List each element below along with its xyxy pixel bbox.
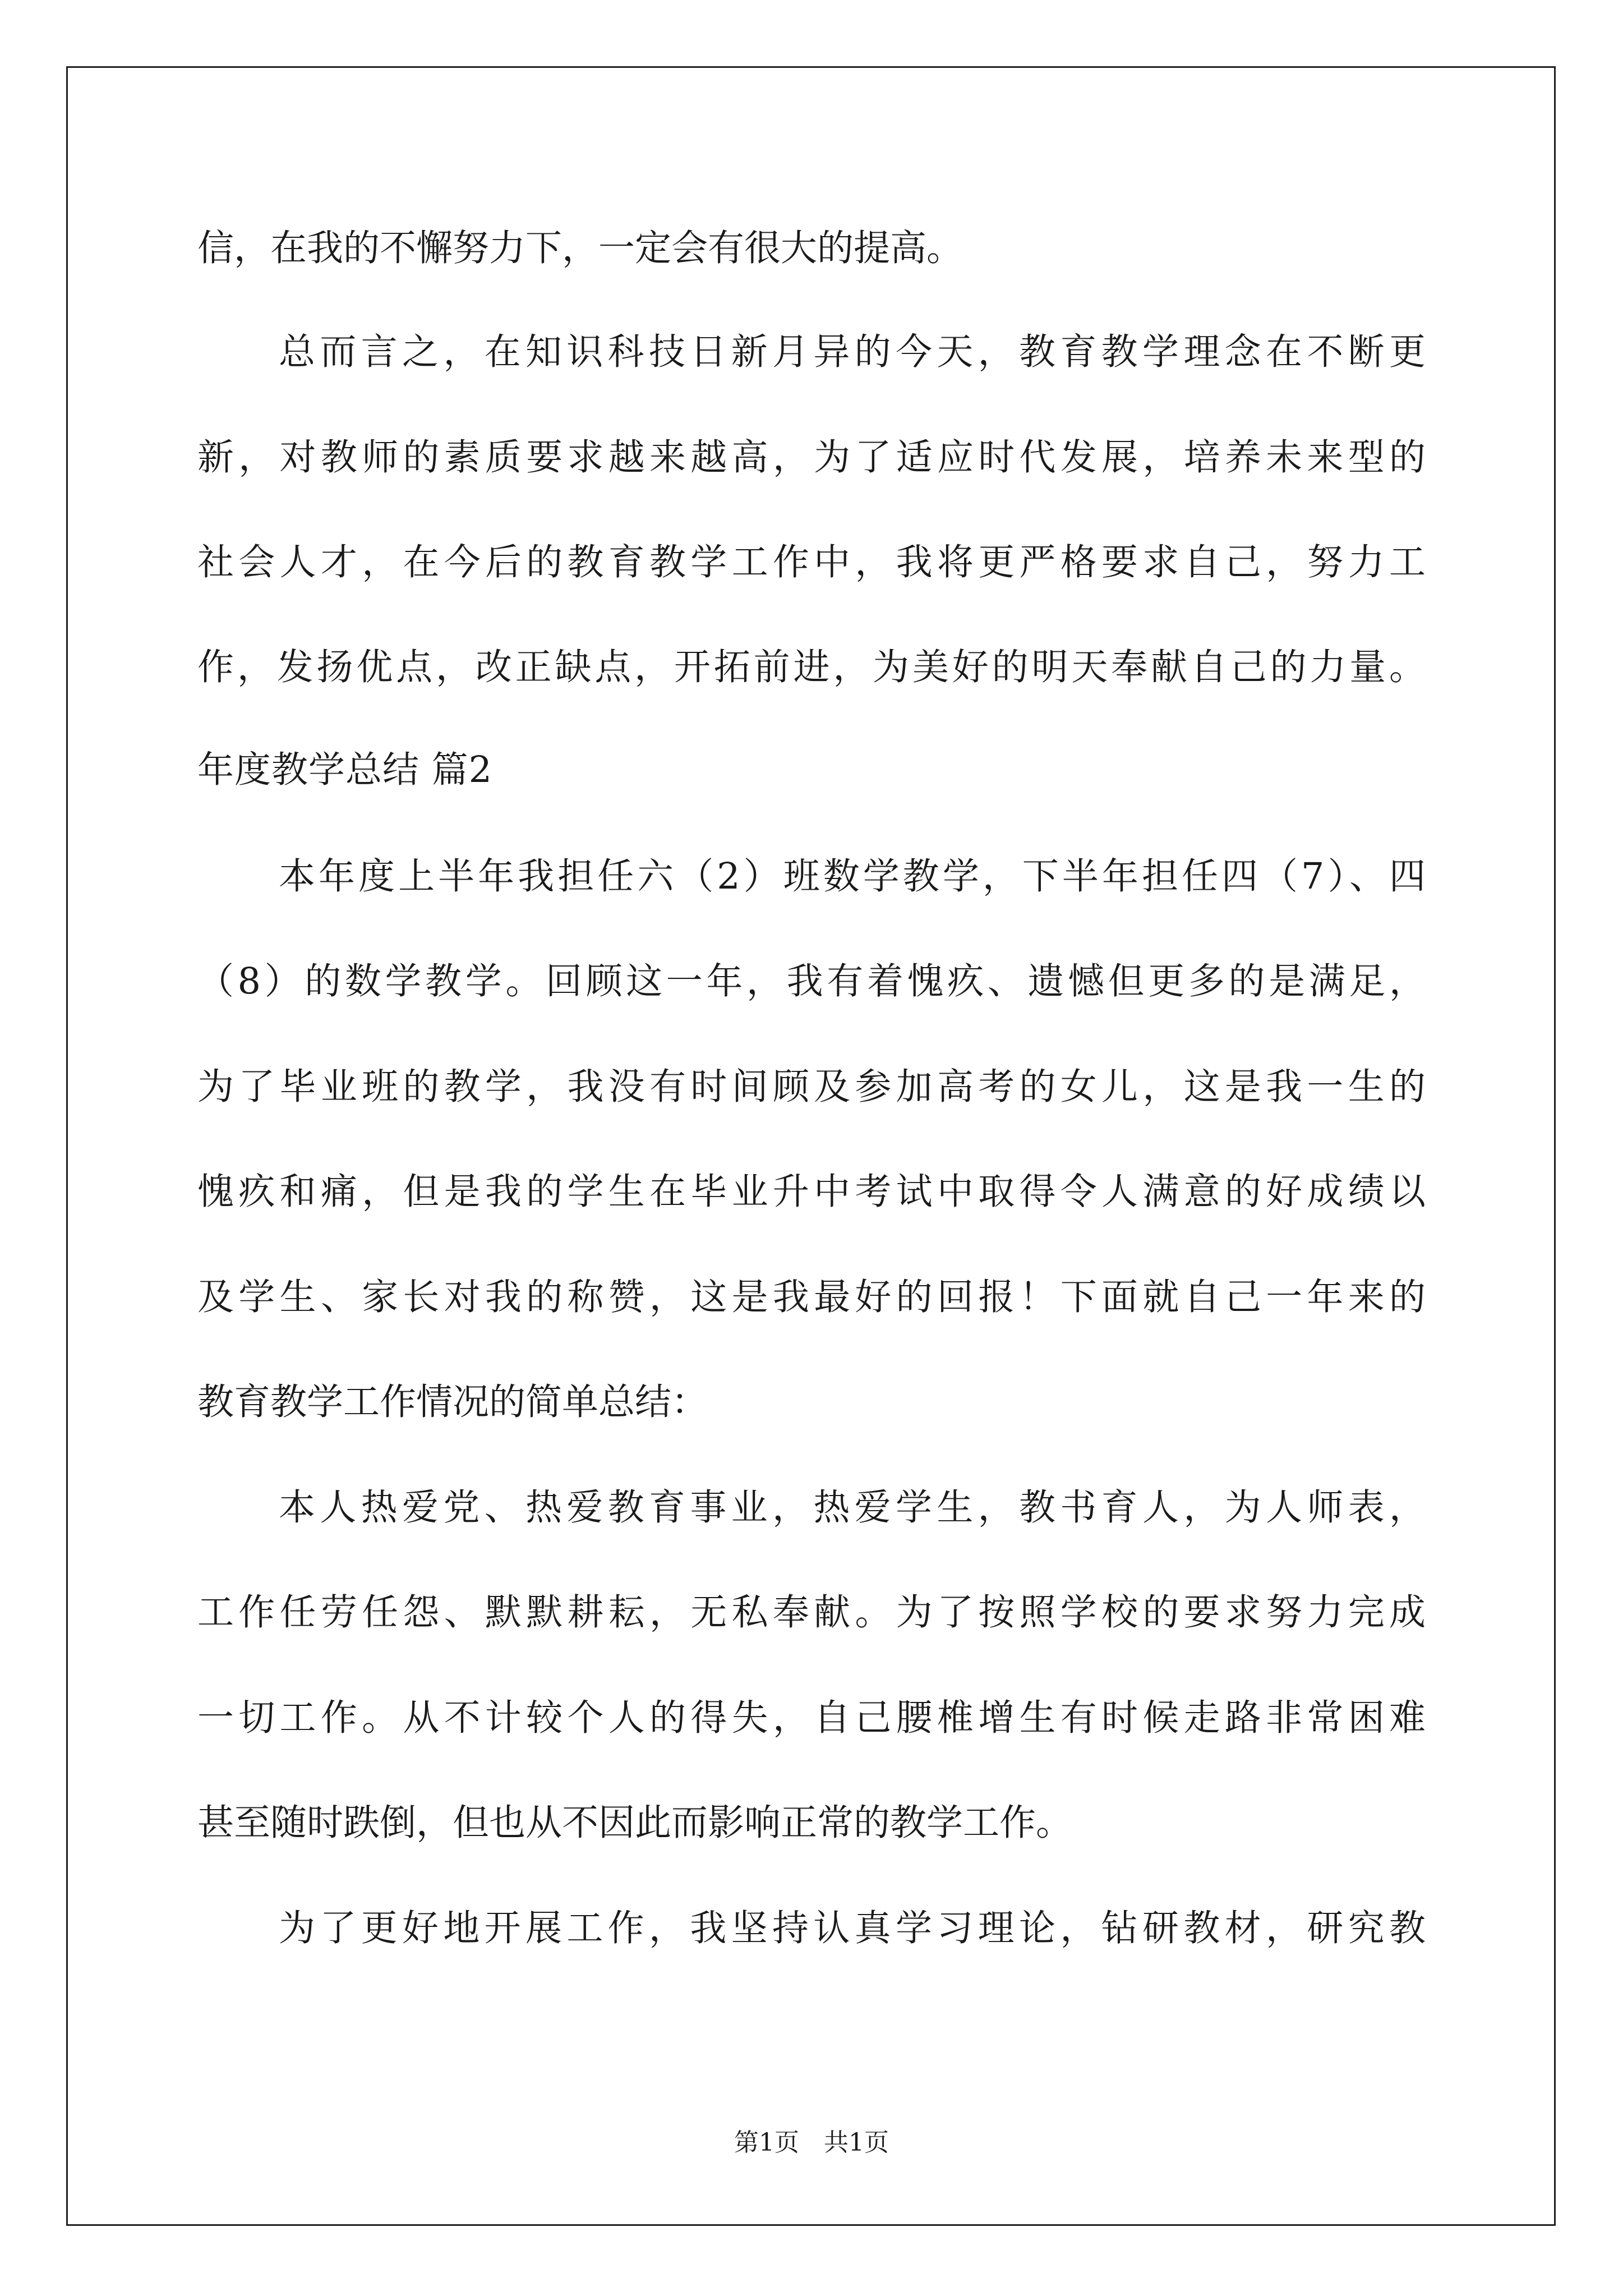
text-line: 工作任劳任怨、默默耕耘，无私奉献。为了按照学校的要求努力完成 bbox=[197, 1591, 1426, 1634]
text-line: 教育教学工作情况的简单总结： bbox=[197, 1381, 708, 1423]
text-line: 甚至随时跌倒，但也从不因此而影响正常的教学工作。 bbox=[197, 1802, 1073, 1844]
text-line: 信，在我的不懈努力下，一定会有很大的提高。 bbox=[197, 227, 963, 269]
text-line: （8）的数学教学。回顾这一年，我有着愧疚、遗憾但更多的是满足， bbox=[197, 960, 1426, 1002]
text-line: 新，对教师的素质要求越来越高，为了适应时代发展，培养未来型的 bbox=[197, 436, 1426, 478]
section-heading: 年度教学总结 篇2 bbox=[197, 749, 493, 791]
text-line: 为了毕业班的教学，我没有时间顾及参加高考的女儿，这是我一生的 bbox=[197, 1066, 1426, 1108]
text-line: 及学生、家长对我的称赞，这是我最好的回报！下面就自己一年来的 bbox=[197, 1276, 1426, 1318]
page-border bbox=[66, 66, 1556, 2226]
text-line: 社会人才，在今后的教育教学工作中，我将更严格要求自己，努力工 bbox=[197, 541, 1426, 583]
text-line: 一切工作。从不计较个人的得失，自己腰椎增生有时候走路非常困难 bbox=[197, 1697, 1426, 1739]
text-line: 愧疚和痛，但是我的学生在毕业升中考试中取得令人满意的好成绩以 bbox=[197, 1171, 1426, 1213]
page-number-footer: 第1页 共1页 bbox=[734, 2128, 889, 2157]
paragraph-start-line: 为了更好地开展工作，我坚持认真学习理论，钻研教材，研究教 bbox=[279, 1907, 1426, 1949]
paragraph-start-line: 总而言之，在知识科技日新月异的今天，教育教学理念在不断更 bbox=[279, 331, 1426, 373]
paragraph-start-line: 本年度上半年我担任六（2）班数学教学，下半年担任四（7）、四 bbox=[279, 855, 1426, 898]
text-line: 作，发扬优点，改正缺点，开拓前进，为美好的明天奉献自己的力量。 bbox=[197, 646, 1426, 688]
paragraph-start-line: 本人热爱党、热爱教育事业，热爱学生，教书育人，为人师表， bbox=[279, 1487, 1426, 1529]
